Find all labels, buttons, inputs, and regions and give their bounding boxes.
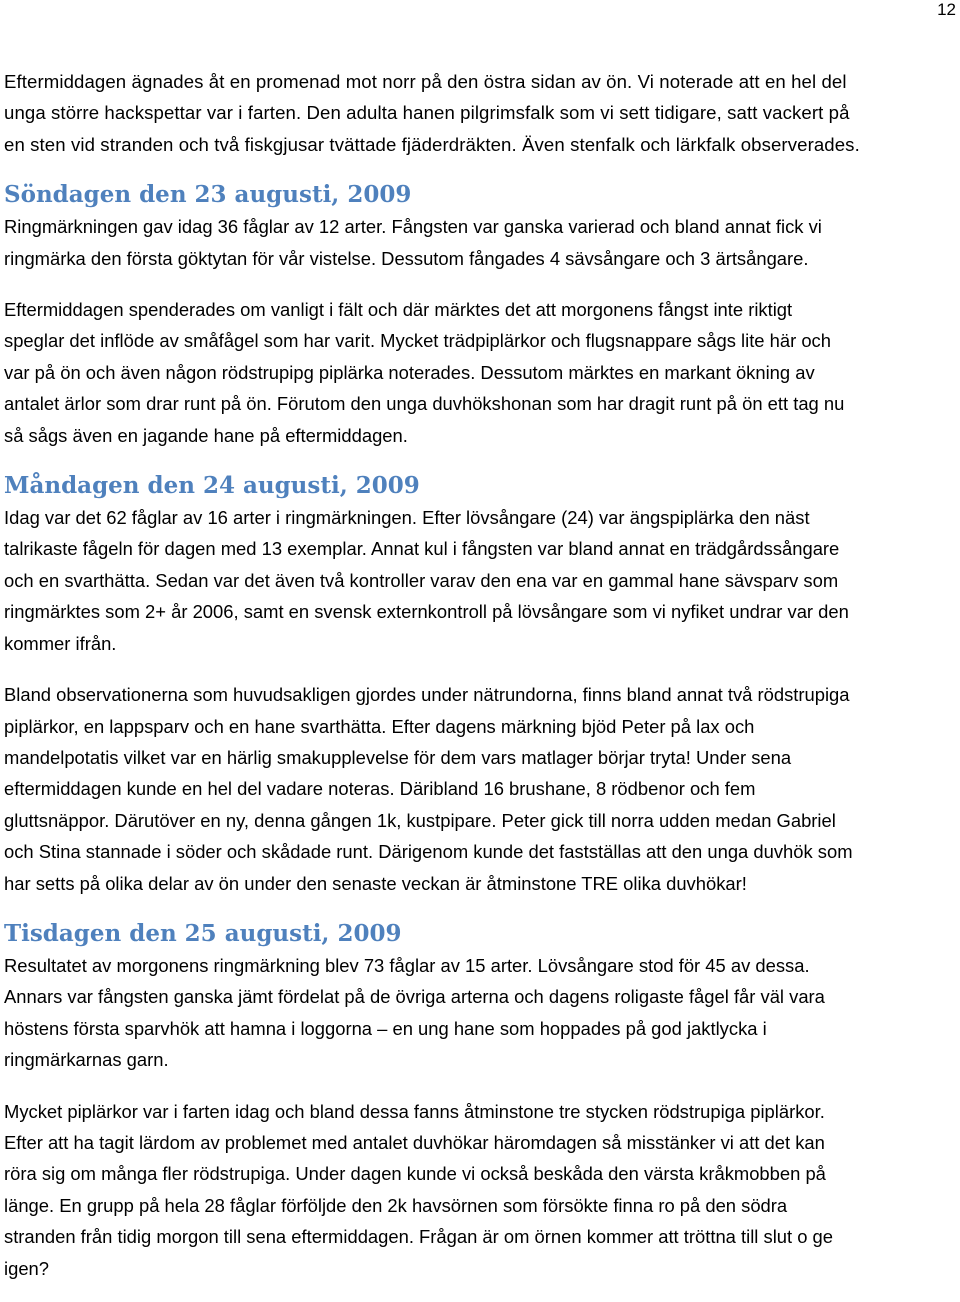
- text-line: kommer ifrån.: [4, 632, 117, 654]
- paragraph: [4, 294, 958, 451]
- text-line: eftermiddagen kunde en hel del vadare noteras. Däribland 16 brushane, 8 rödbenor och fem: [4, 778, 756, 800]
- text-line: stranden från tidig morgon till sena eftermiddagen. Frågan är om örnen kommer att tröttna till slut o ge: [4, 1226, 834, 1248]
- text-line: mandelpotatis vilket var en härlig smakupplevelse för dem vars matlager börjar tryta! Under sena: [4, 746, 792, 768]
- text-line: Ringmärkningen gav idag 36 fåglar av 12 arter. Fångsten var ganska varierad och bland annat fick vi: [4, 216, 822, 238]
- text-line: Bland observationerna som huvudsakligen gjordes under nätrundorna, finns bland annat två rödstrupiga: [4, 684, 850, 706]
- text-line: Efter att ha tagit lärdom av problemet med antalet duvhökar häromdagen så misstänker vi att det kan: [4, 1131, 825, 1153]
- section-heading: Söndagen den 23 augusti, 2009: [4, 181, 412, 209]
- section-mandag: [4, 470, 958, 899]
- text-line: ringmärkarnas garn.: [4, 1049, 169, 1071]
- page-number: 12: [937, 0, 956, 19]
- text-line: och Stina stannade i söder och skådade runt. Därigenom kunde det fastställas att den unga duvhök som: [4, 841, 853, 863]
- paragraph: [4, 1096, 958, 1284]
- text-line: gluttsnäppor. Därutöver en ny, denna gången 1k, kustpipare. Peter gick till norra udden medan Gabriel: [4, 809, 836, 831]
- text-line: Eftermiddagen ägnades åt en promenad mot norr på den östra sidan av ön. Vi noterade att en hel del: [4, 71, 847, 92]
- text-line: igen?: [4, 1257, 49, 1279]
- text-line: en sten vid stranden och två fiskgjusar tvättade fjäderdräkten. Även stenfalk och lärkfalk observerades.: [4, 133, 860, 155]
- section-heading: Tisdagen den 25 augusti, 2009: [4, 919, 402, 947]
- text-line: talrikaste fågeln för dagen med 13 exemplar. Annat kul i fångsten var bland annat en trädgårdssångare: [4, 538, 840, 560]
- document-body: [4, 66, 958, 1284]
- intro-paragraph: [4, 66, 958, 160]
- paragraph: [4, 502, 958, 659]
- section-heading: Måndagen den 24 augusti, 2009: [4, 472, 420, 500]
- text-line: röra sig om många fler rödstrupiga. Under dagen kunde vi också beskåda den värsta kråkmobben på: [4, 1163, 826, 1185]
- paragraph: [4, 679, 958, 899]
- text-line: och en svarthätta. Sedan var det även två kontroller varav den ena var en gammal hane sävsparv som: [4, 569, 839, 591]
- text-line: Resultatet av morgonens ringmärkning blev 73 fåglar av 15 arter. Lövsångare stod för 45 av dessa.: [4, 954, 810, 976]
- text-line: antalet ärlor som drar runt på ön. Förutom den unga duvhökshonan som har dragit runt på ön ett tag nu: [4, 393, 845, 415]
- text-line: var på ön och även någon rödstrupipg piplärka noterades. Dessutom märktes en markant ökning av: [4, 361, 815, 383]
- text-line: ringmärka den första göktytan för vår vistelse. Dessutom fångades 4 sävsångare och 3 ärtsångare.: [4, 247, 809, 269]
- paragraph: [4, 950, 958, 1076]
- text-line: Eftermiddagen spenderades om vanligt i fält och där märktes det att morgonens fångst inte riktigt: [4, 299, 793, 321]
- text-line: speglar det inflöde av småfågel som har varit. Mycket trädpiplärkor och flugsnappare sågs lite här och: [4, 330, 831, 352]
- section-sondag: [4, 179, 958, 451]
- text-line: länge. En grupp på hela 28 fåglar förföljde den 2k havsörnen som försökte finna ro på den södra: [4, 1194, 788, 1216]
- text-line: unga större hackspettar var i farten. Den adulta hanen pilgrimsfalk som vi sett tidigare, satt vackert på: [4, 102, 850, 124]
- paragraph: [4, 211, 958, 274]
- text-line: ringmärktes som 2+ år 2006, samt en svensk externkontroll på lövsångare som vi nyfiket undrar var den: [4, 601, 849, 623]
- text-line: Annars var fångsten ganska jämt fördelat på de övriga arterna och dagens roligaste fågel får väl vara: [4, 986, 825, 1008]
- text-line: höstens första sparvhök att hamna i loggorna – en ung hane som hoppades på god jaktlycka i: [4, 1017, 767, 1039]
- section-tisdag: [4, 918, 958, 1284]
- text-line: piplärkor, en lappsparv och en hane svarthätta. Efter dagens märkning bjöd Peter på lax och: [4, 715, 755, 737]
- text-line: har setts på olika delar av ön under den senaste veckan är åtminstone TRE olika duvhökar!: [4, 872, 747, 894]
- text-line: Mycket piplärkor var i farten idag och bland dessa fanns åtminstone tre stycken rödstrupiga piplärkor.: [4, 1100, 825, 1122]
- text-line: så sågs även en jagande hane på eftermiddagen.: [4, 424, 408, 446]
- text-line: Idag var det 62 fåglar av 16 arter i ringmärkningen. Efter lövsångare (24) var ängspiplärka den näst: [4, 507, 810, 529]
